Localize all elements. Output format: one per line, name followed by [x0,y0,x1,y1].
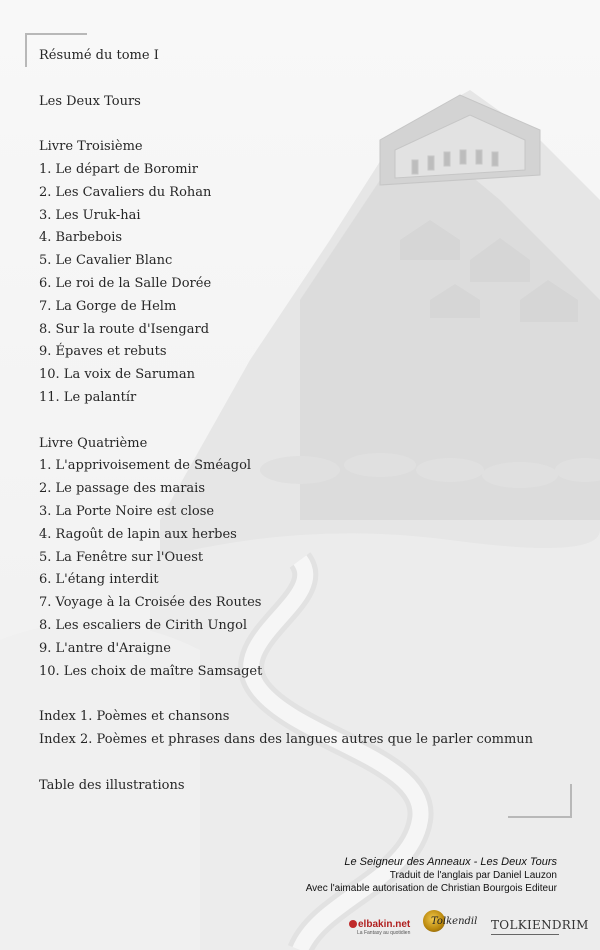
book3-heading: Livre Troisième [39,139,143,155]
credits-block [306,855,557,895]
book4-heading: Livre Quatrième [39,435,148,451]
tolkendil-logo[interactable]: Tolkendil [423,910,477,932]
book3-chapter: 3. Les Uruk-hai [39,207,141,223]
elbakin-logo[interactable]: elbakin.net La Fantasy au quotidien [349,912,410,936]
book4-chapter: 7. Voyage à la Croisée des Routes [39,595,262,611]
index-entry: Index 2. Poèmes et phrases dans des langues autres que le parler commun [39,731,534,747]
illustrations-entry: Table des illustrations [39,777,185,793]
book-title: Les Deux Tours [39,93,141,109]
book4-chapter: 1. L'apprivoisement de Sméagol [39,458,252,474]
book3-chapter: 5. Le Cavalier Blanc [39,253,173,269]
book4-chapter: 2. Le passage des marais [39,481,205,497]
book3-chapter: 2. Les Cavaliers du Rohan [39,184,212,200]
book3-chapter: 10. La voix de Saruman [39,367,195,383]
book3-chapter: 11. Le palantír [39,389,137,405]
book4-chapter: 5. La Fenêtre sur l'Ouest [39,549,204,565]
table-of-contents [39,45,579,797]
book3-chapter: 8. Sur la route d'Isengard [39,321,210,337]
book4-chapter: 6. L'étang interdit [39,572,159,588]
book3-chapter: 9. Épaves et rebuts [39,344,167,360]
book4-chapter: 8. Les escaliers de Cirith Ungol [39,617,248,633]
partner-logos [345,908,589,940]
volume-summary: Résumé du tome I [39,48,159,63]
tolkiendri-logo[interactable]: TOLKIENDRIM [491,914,589,935]
credits-title: Le Seigneur des Anneaux - Les Deux Tours [344,856,557,868]
elbakin-mark-icon [349,920,357,928]
book4-chapter: 10. Les choix de maître Samsaget [39,663,263,679]
book3-chapter: 7. La Gorge de Helm [39,298,177,314]
book3-chapter: 4. Barbebois [39,230,123,246]
credits-permission: Avec l'aimable autorisation de Christian Bourgois Editeur [305,883,557,894]
book4-chapter: 3. La Porte Noire est close [39,503,215,519]
book3-chapter: 6. Le roi de la Salle Dorée [39,275,212,291]
book4-chapter: 9. L'antre d'Araigne [39,640,171,656]
logo-underline [491,934,559,935]
book4-chapter: 4. Ragoût de lapin aux herbes [39,526,237,542]
index-entry: Index 1. Poèmes et chansons [39,709,230,725]
book3-chapter: 1. Le départ de Boromir [39,161,198,177]
credits-translation: Traduit de l'anglais par Daniel Lauzon [389,870,557,881]
